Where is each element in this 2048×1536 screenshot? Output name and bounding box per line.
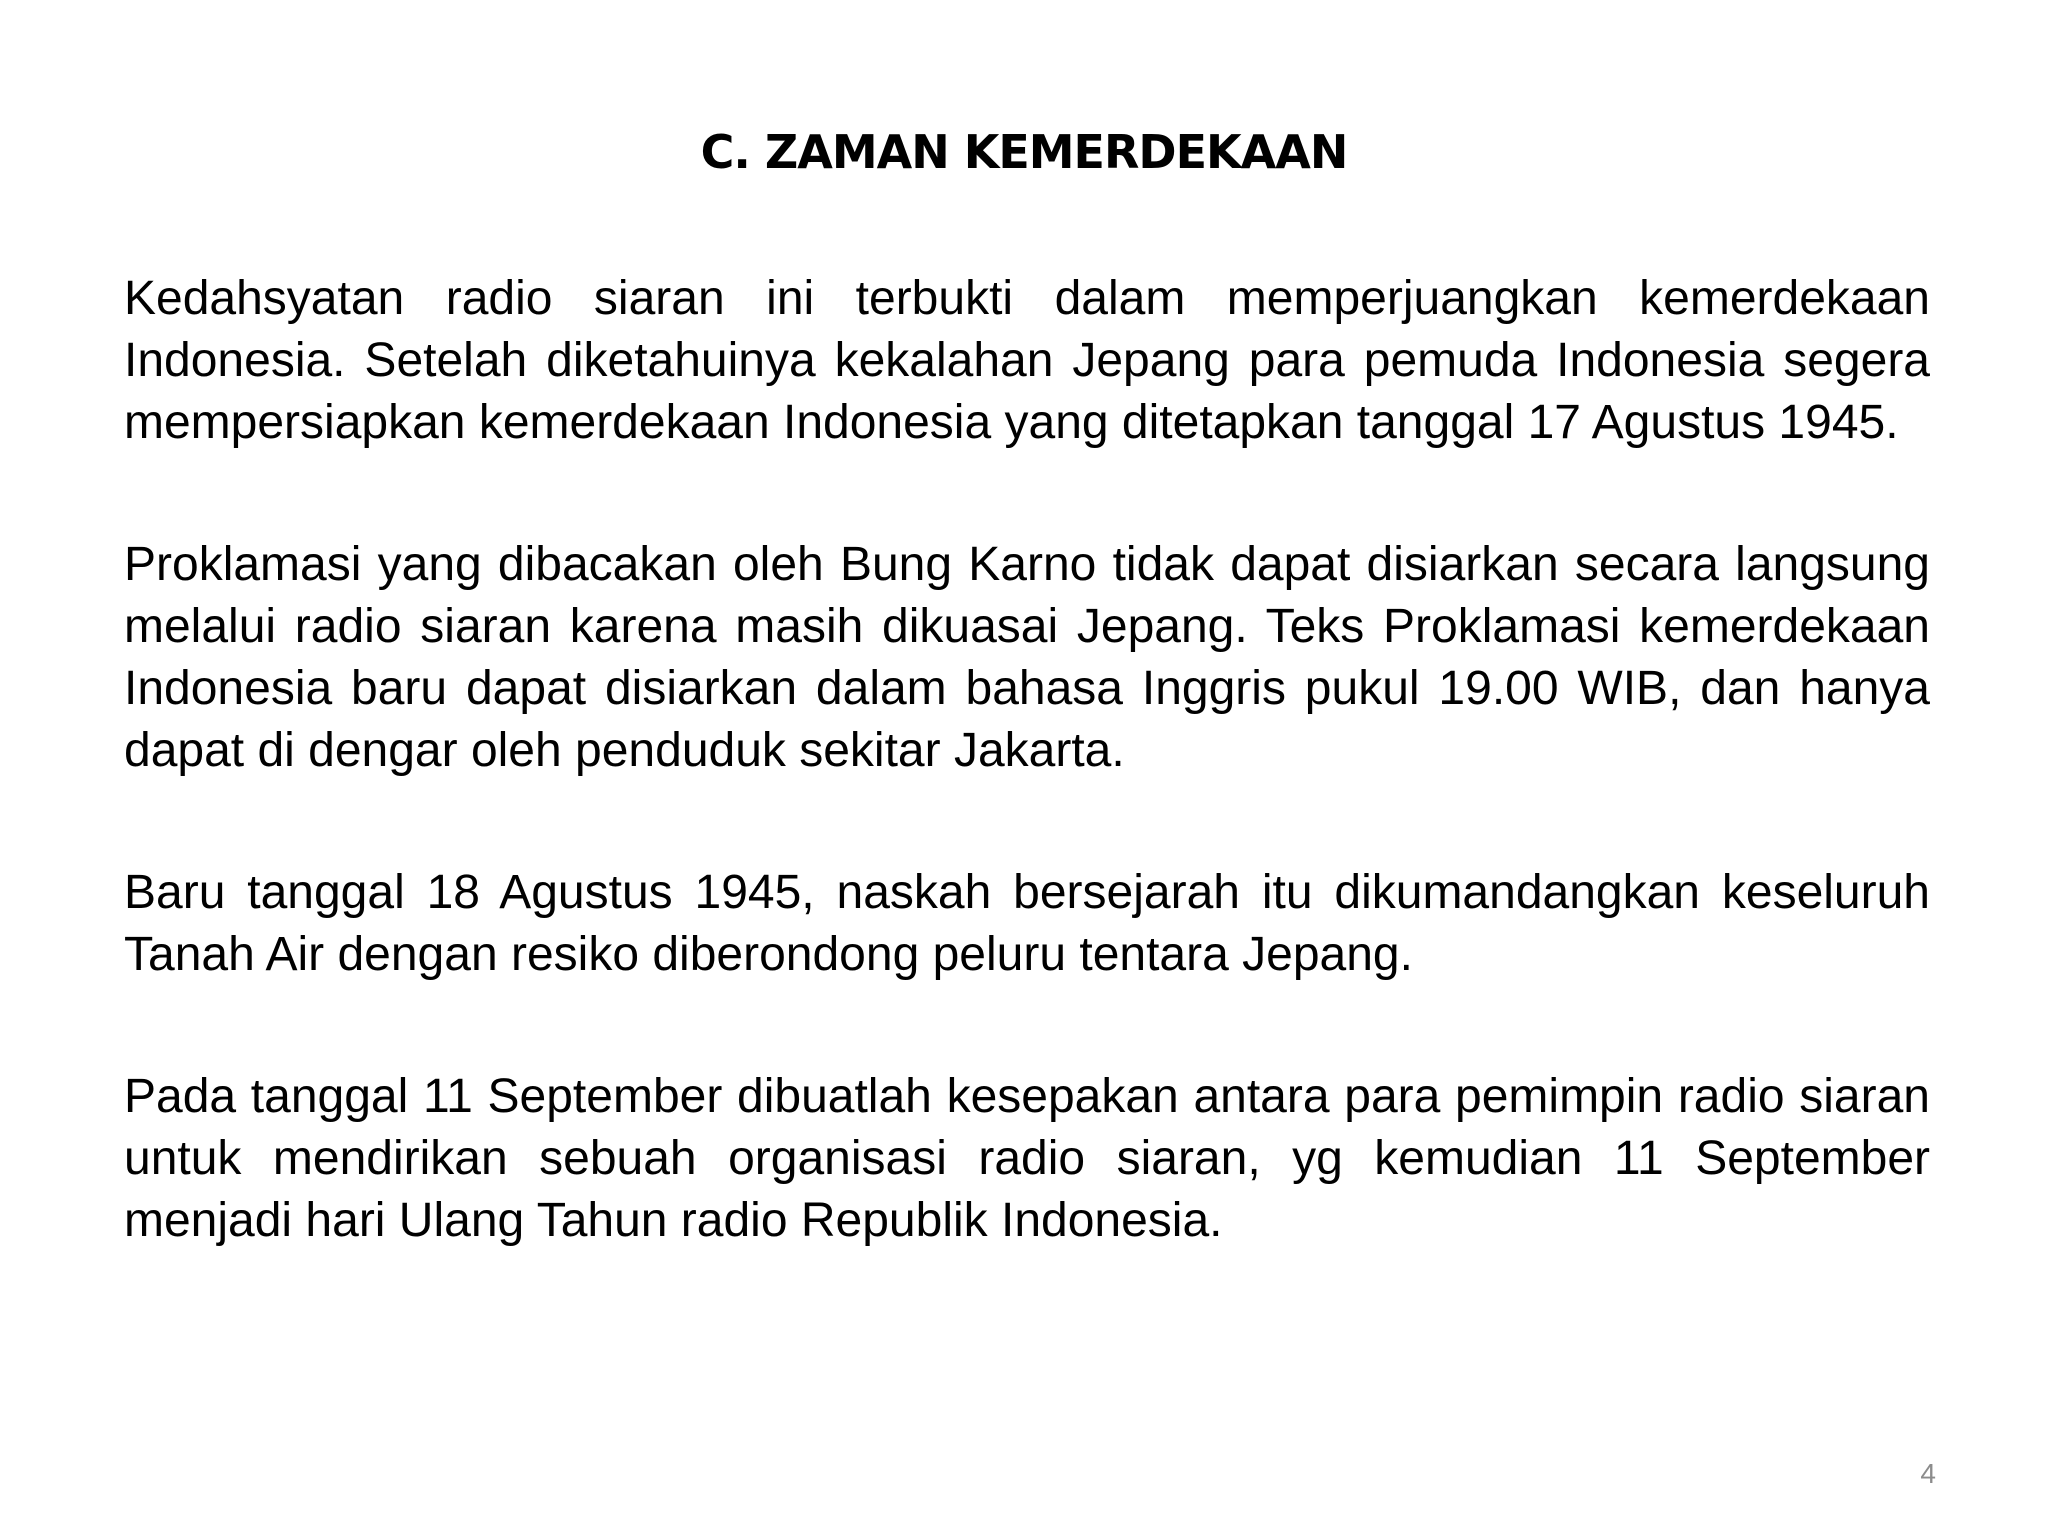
page-number: 4 [1920, 1458, 1936, 1489]
paragraph-2: Proklamasi yang dibacakan oleh Bung Karno tidak dapat disiarkan secara langsung melalui radio siaran karena masih dikuasai Jepang. Teks Proklamasi kemerdekaan Indonesia baru dapat disiarkan dalam bahasa Inggris pukul 19.00 WIB, dan hanya dapat di dengar oleh penduduk sekitar Jakarta. [124, 538, 1930, 777]
paragraph-4: Pada tanggal 11 September dibuatlah kesepakan antara para pemimpin radio siaran untuk mendirikan sebuah organisasi radio siaran, yg kemudian 11 September menjadi hari Ulang Tahun radio Republik Indonesia. [124, 1070, 1930, 1247]
paragraph-3: Baru tanggal 18 Agustus 1945, naskah bersejarah itu dikumandangkan keseluruh Tanah Air dengan resiko diberondong peluru tentara Jepang. [124, 866, 1930, 981]
slide-title: C. ZAMAN KEMERDEKAAN [700, 125, 1348, 179]
slide-body [124, 268, 1930, 1332]
paragraph-1: Kedahsyatan radio siaran ini terbukti dalam memperjuangkan kemerdekaan Indonesia. Setelah diketahuinya kekalahan Jepang para pemuda Indonesia segera mempersiapkan kemerdekaan Indonesia yang ditetapkan tanggal 17 Agustus 1945. [124, 272, 1930, 449]
